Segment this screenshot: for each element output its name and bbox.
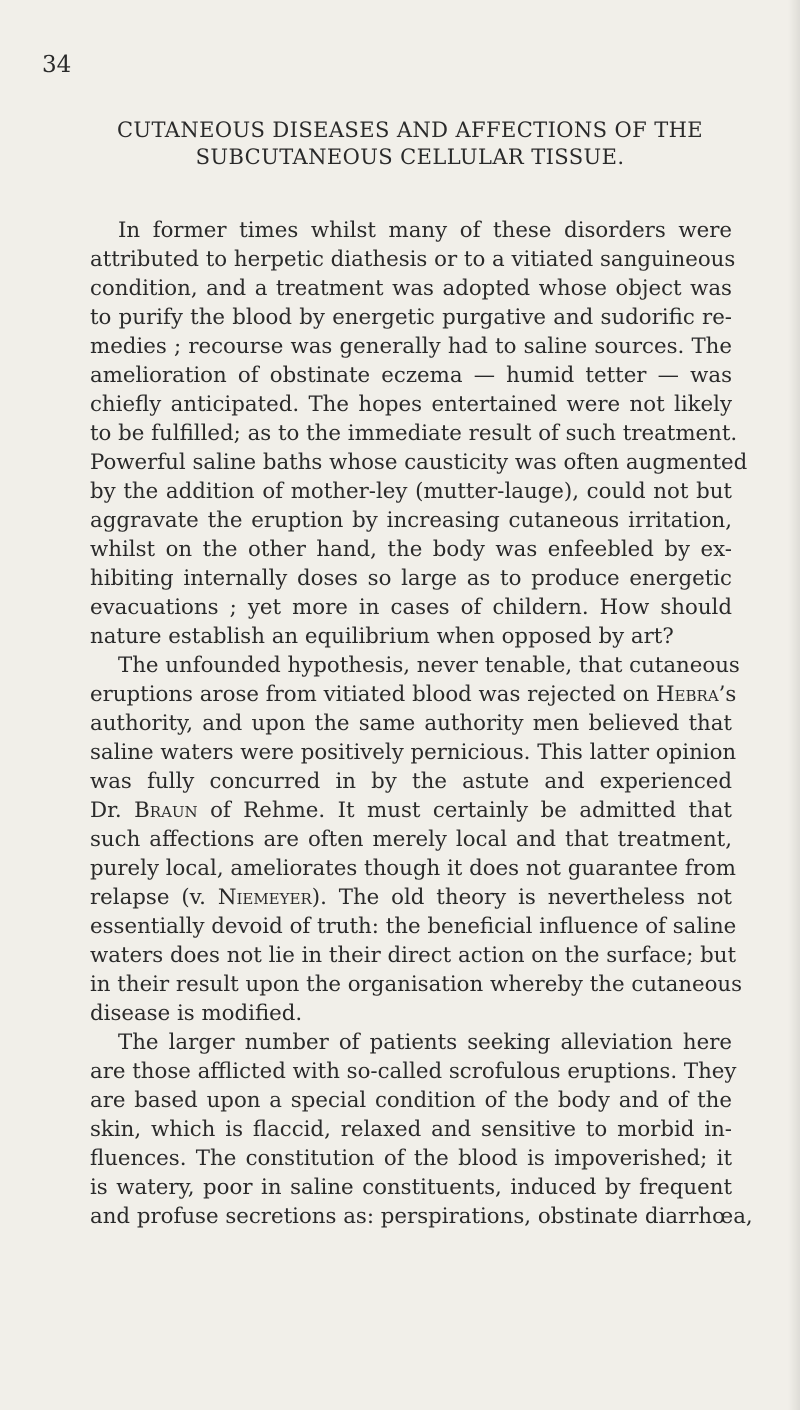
text-line: waters does not lie in their direct action on the surface; but bbox=[90, 943, 737, 968]
text-line: are those afflicted with so-called scrofulous eruptions. They bbox=[90, 1059, 737, 1084]
text-line: eruptions arose from vitiated blood was rejected on Hebra’s bbox=[90, 682, 737, 707]
text-line: Powerful saline baths whose causticity was often augmented bbox=[90, 450, 748, 475]
text-line: fluences. The constitution of the blood is impoverished; it bbox=[90, 1146, 732, 1171]
text-line: purely local, ameliorates though it does not guarantee from bbox=[90, 856, 736, 881]
heading-line-2: SUBCUTANEOUS CELLULAR TISSUE. bbox=[195, 145, 625, 169]
text-line: Dr. Braun of Rehme. It must certainly be admitted that bbox=[90, 798, 732, 823]
text-line: and profuse secretions as: perspirations, obstinate diarrhœa, bbox=[90, 1204, 753, 1229]
text-line: medies ; recourse was generally had to saline sources. The bbox=[90, 334, 732, 359]
text-line: disease is modified. bbox=[90, 1001, 303, 1026]
text-line: is watery, poor in saline constituents, induced by frequent bbox=[90, 1175, 732, 1200]
text-line: evacuations ; yet more in cases of childern. How should bbox=[90, 595, 732, 620]
body-text bbox=[90, 216, 753, 1231]
page-number: 34 bbox=[42, 52, 72, 78]
text-line: The larger number of patients seeking alleviation here bbox=[118, 1030, 732, 1055]
text-line: nature establish an equilibrium when opposed by art? bbox=[90, 624, 674, 649]
text-line: hibiting internally doses so large as to produce energetic bbox=[90, 566, 732, 591]
author-name: Niemeyer bbox=[217, 885, 312, 910]
text-line: In former times whilst many of these disorders were bbox=[118, 218, 732, 243]
text-line: saline waters were positively pernicious. This latter opinion bbox=[90, 740, 737, 765]
text-line: essentially devoid of truth: the beneficial influence of saline bbox=[90, 914, 737, 939]
author-name: Hebra bbox=[655, 682, 719, 707]
text-line: authority, and upon the same authority men believed that bbox=[90, 711, 732, 736]
text-line: The unfounded hypothesis, never tenable, that cutaneous bbox=[118, 653, 740, 678]
text-line: such affections are often merely local and that treatment, bbox=[90, 827, 732, 852]
chapter-heading bbox=[90, 117, 730, 171]
text-line: was fully concurred in by the astute and experienced bbox=[90, 769, 732, 794]
text-line: condition, and a treatment was adopted whose object was bbox=[90, 276, 732, 301]
author-name: Braun bbox=[134, 798, 198, 823]
text-line: to purify the blood by energetic purgative and sudorific re- bbox=[90, 305, 732, 330]
text-line: skin, which is flaccid, relaxed and sensitive to morbid in- bbox=[90, 1117, 732, 1142]
text-line: are based upon a special condition of the body and of the bbox=[90, 1088, 732, 1113]
text-line: amelioration of obstinate eczema — humid tetter — was bbox=[90, 363, 732, 388]
text-line: by the addition of mother-ley (mutter-lauge), could not but bbox=[90, 479, 732, 504]
text-line: whilst on the other hand, the body was enfeebled by ex- bbox=[90, 537, 732, 562]
heading-line-1: CUTANEOUS DISEASES AND AFFECTIONS OF THE bbox=[116, 118, 704, 142]
text-line: relapse (v. Niemeyer). The old theory is nevertheless not bbox=[90, 885, 732, 910]
page-edge-shadow bbox=[788, 0, 800, 1410]
text-line: in their result upon the organisation whereby the cutaneous bbox=[90, 972, 743, 997]
text-line: aggravate the eruption by increasing cutaneous irritation, bbox=[90, 508, 732, 533]
text-line: chiefly anticipated. The hopes entertained were not likely bbox=[90, 392, 732, 417]
text-line: attributed to herpetic diathesis or to a vitiated sanguineous bbox=[90, 247, 736, 272]
text-line: to be fulfilled; as to the immediate result of such treatment. bbox=[90, 421, 738, 446]
